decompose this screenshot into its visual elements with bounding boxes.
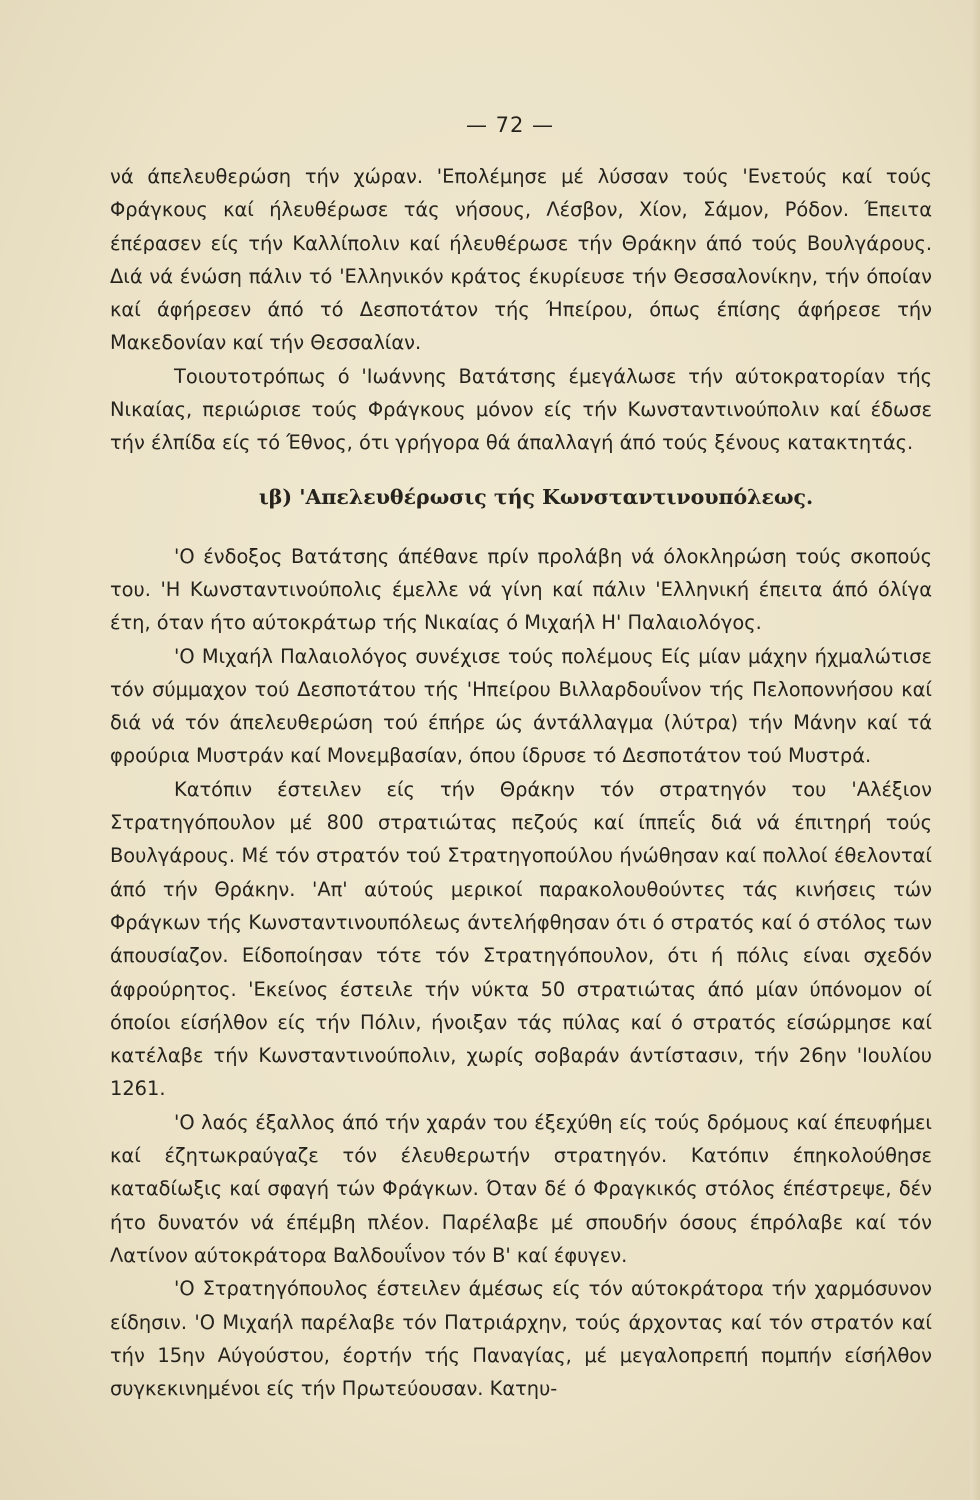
paragraph-liberation-campaigns: νά άπελευθερώση τήν χώραν. 'Επολέμησε μέ λύσσαν τούς 'Ενετούς καί τούς Φράγκους καί ήλευθέρωσε τάς νήσους, Λέσβον, Χίον, Σάμον, Ρόδον. Έπειτα έπέρασεν είς τήν Καλλίπολιν καί ήλευθέρωσε τήν Θράκην άπό τούς Βουλγάρους. Διά νά ένώση πάλιν τό 'Ελληνικόν κράτος έκυρίευσε τήν Θεσσαλονίκην, τήν όποίαν καί άφήρεσεν άπό τό Δεσποτάτον τής Ήπείρου, όπως έπίσης άφήρεσε τήν Μακεδονίαν καί τήν Θεσσαλίαν.	[110, 165, 932, 355]
paragraph-people-rejoice: 'Ο λαός έξαλλος άπό τήν χαράν του έξεχύθη είς τούς δρόμους καί έπευφήμει καί έζητωκραύγαζε τόν έλευθερωτήν στρατηγόν. Κατόπιν έπηκολούθησε καταδίωξις καί σφαγή τών Φράγκων. Όταν δέ ό Φραγκικός στόλος έπέστρεψε, δέν ήτο δυνατόν νά έπέμβη πλέον. Παρέλαβε μέ σπουδήν όσους έπρόλαβε καί τόν Λατίνον αύτοκράτορα Βαλδουΐνον τόν Β' καί έφυγεν.	[110, 1110, 932, 1267]
paragraph-strategopoulos-capture: Κατόπιν έστειλεν είς τήν Θράκην τόν στρατηγόν του 'Αλέξιον Στρατηγόπουλον μέ 800 στρατιώτας πεζούς καί ίππεΐς διά νά έπιτηρή τούς Βουλγάρους. Μέ τόν στρατόν τού Στρατηγοπούλου ήνώθησαν καί πολλοί έθελονταί άπό τήν Θράκην. 'Απ' αύτούς μερικοί παρακολουθούντες τάς κινήσεις τών Φράγκων τής Κωνσταντινουπόλεως άντελήφθησαν ότι ό στρατός καί ό στόλος των άπουσίαζον. Είδοποίησαν τότε τόν Στρατηγόπουλον, ότι ή πόλις είναι σχεδόν άφρούρητος. 'Εκείνος έστειλε τήν νύκτα 50 στρατιώτας άπό μίαν ύπόνομον οί όποίοι είσήλθον είς τήν Πόλιν, ήνοιξαν τάς πύλας καί ό στρατός είσώρμησε καί κατέλαβε τήν Κωνσταντινούπολιν, χωρίς σοβαράν άντίστασιν, τήν 26ην 'Ιουλίου 1261.	[110, 777, 932, 1101]
paragraph-emperor-entry: 'Ο Στρατηγόπουλος έστειλεν άμέσως είς τόν αύτοκράτορα τήν χαρμόσυνον είδησιν. 'Ο Μιχαήλ παρέλαβε τόν Πατριάρχην, τούς άρχοντας καί τόν στρατόν καί τήν 15ην Αύγούστου, έορτήν τής Παναγίας, μέ μεγαλοπρεπή πομπήν είσήλθον συγκεκινημένοι είς τήν Πρωτεύουσαν. Κατηυ-	[110, 1277, 932, 1401]
page-edge	[970, 0, 980, 1500]
paragraph-vatatzes-empire: Τοιουτοτρόπως ό 'Ιωάννης Βατάτσης έμεγάλωσε τήν αύτοκρατορίαν τής Νικαίας, περιώρισε τούς Φράγκους μόνον είς τήν Κωνσταντινούπολιν καί έδωσε τήν έλπίδα είς τό Έθνος, ότι γρήγορα θά άπαλλαγή άπό τούς ξένους κατακτητάς.	[110, 364, 932, 455]
page-number: — 72 —	[465, 113, 555, 137]
section-heading: ιβ) 'Απελευθέρωσις τής Κωνσταντινουπόλεως.	[258, 484, 814, 509]
paragraph-vatatzes-death: 'Ο ένδοξος Βατάτσης άπέθανε πρίν προλάβη νά όλοκληρώση τούς σκοπούς του. 'Η Κωνσταντινούπολις έμελλε νά γίνη καί πάλιν 'Ελληνική έπειτα άπό όλίγα έτη, όταν ήτο αύτοκράτωρ τής Νικαίας ό Μιχαήλ Η' Παλαιολόγος.	[110, 544, 932, 635]
paragraph-michael-palaiologos: 'Ο Μιχαήλ Παλαιολόγος συνέχισε τούς πολέμους Είς μίαν μάχην ήχμαλώτισε τόν σύμμαχον τού Δεσποτάτου τής 'Ηπείρου Βιλλαρδουΐνον τής Πελοποννήσου καί διά νά τόν άπελευθερώση τού έπήρε ώς άντάλλαγμα (λύτρα) τήν Μάνην καί τά φρούρια Μυστράν καί Μονεμβασίαν, όπου ίδρυσε τό Δεσποτάτον τού Μυστρά.	[110, 644, 932, 768]
page-body	[110, 160, 932, 1405]
